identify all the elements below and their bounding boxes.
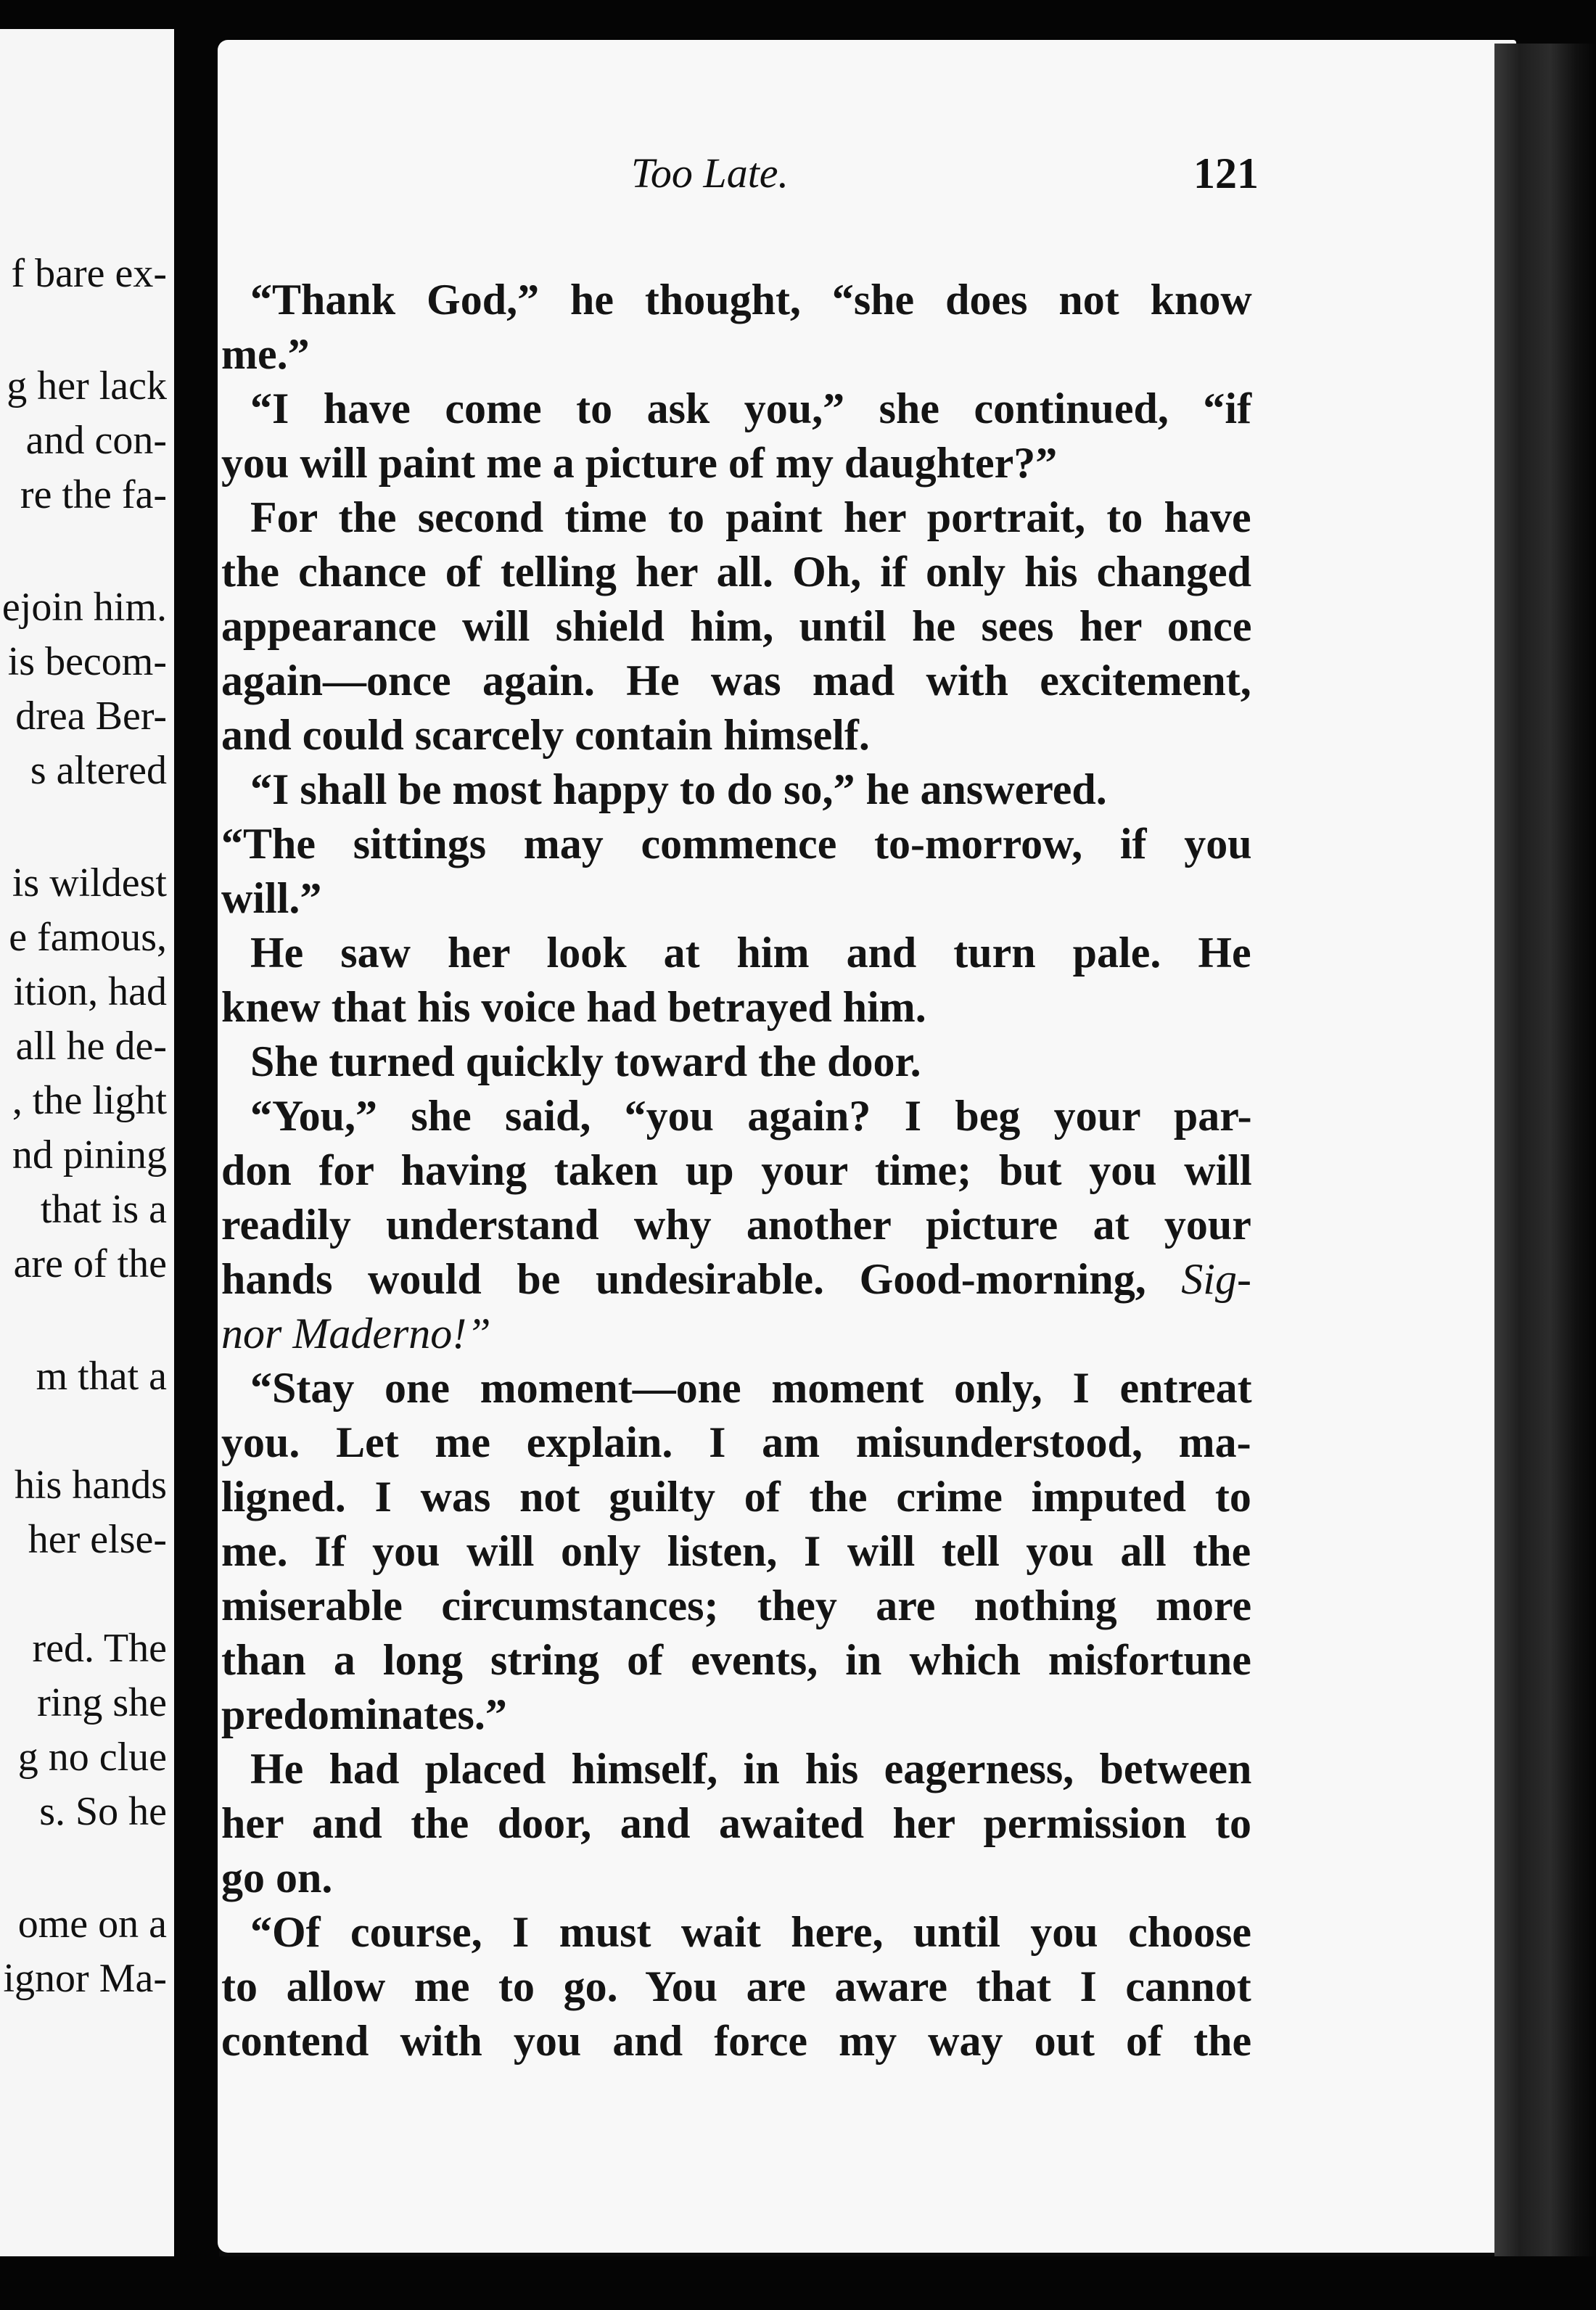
facing-page-line: re the fa-: [20, 472, 167, 517]
text-line: the chance of telling her all. Oh, if only his changed: [221, 548, 1251, 596]
facing-page-line: his hands: [15, 1463, 167, 1508]
text-line: will.”: [221, 874, 322, 922]
facing-page-line: g her lack: [7, 363, 167, 408]
italic-fragment: Sig-: [1181, 1255, 1251, 1303]
text-line: and could scarcely contain himself.: [221, 711, 870, 759]
text-line: [221, 1251, 1251, 1307]
facing-page-line: all he de-: [15, 1024, 167, 1069]
text-line: don for having taken up your time; but you will: [221, 1146, 1252, 1194]
text-line: you. Let me explain. I am misunderstood, ma-: [221, 1418, 1251, 1466]
text-line: again—once again. He was mad with excitement,: [221, 657, 1251, 704]
facing-page-line: s. So he: [39, 1789, 167, 1834]
facing-page-line: s altered: [30, 748, 167, 793]
text-line: her and the door, and awaited her permission to: [221, 1799, 1252, 1847]
text-line: go on.: [221, 1854, 333, 1902]
facing-page-fragment: [0, 29, 174, 2278]
facing-page-line: that is a: [40, 1187, 167, 1232]
text-line: than a long string of events, in which misfortune: [221, 1636, 1251, 1684]
text-line: “Stay one moment—one moment only, I entreat: [250, 1364, 1252, 1412]
text-line: “You,” she said, “you again? I beg your par-: [250, 1092, 1252, 1140]
text-line: “I have come to ask you,” she continued, “if: [250, 385, 1252, 432]
text-line: nor Maderno!”: [221, 1310, 491, 1357]
book-gutter: [174, 0, 219, 2310]
facing-page-line: ring she: [37, 1680, 167, 1725]
facing-page-line: e famous,: [9, 915, 167, 960]
facing-page-line: is wildest: [12, 860, 167, 905]
facing-page-line: is becom-: [7, 639, 167, 684]
facing-page-line: ome on a: [17, 1902, 167, 1947]
page-fore-edge: [1494, 44, 1596, 2278]
facing-page-line: drea Ber-: [15, 694, 167, 739]
text-line: readily understand why another picture at your: [221, 1201, 1251, 1249]
text-line-main: hands would be undesirable. Good-morning,: [221, 1255, 1182, 1303]
facing-page-line: her else-: [28, 1517, 167, 1562]
text-line: contend with you and force my way out of the: [221, 2017, 1252, 2065]
text-line: “Thank God,” he thought, “she does not know: [250, 276, 1252, 324]
running-title: Too Late.: [631, 149, 789, 197]
facing-page-line: ejoin him.: [1, 585, 167, 630]
text-line: appearance will shield him, until he sees her once: [221, 602, 1252, 650]
page-number: 121: [1193, 149, 1259, 197]
facing-page-line: , the light: [12, 1078, 167, 1123]
text-line: predominates.”: [221, 1690, 507, 1738]
text-line: For the second time to paint her portrait, to have: [250, 493, 1251, 541]
facing-page-line: red. The: [32, 1626, 167, 1671]
text-line: “The sittings may commence to-morrow, if you: [221, 820, 1252, 868]
facing-page-line: are of the: [13, 1241, 167, 1286]
text-line: me.”: [221, 330, 310, 378]
scan-bottom-border: [0, 2256, 1596, 2310]
text-line: miserable circumstances; they are nothing more: [221, 1582, 1252, 1629]
text-line: ligned. I was not guilty of the crime imputed to: [221, 1473, 1251, 1521]
text-line: “Of course, I must wait here, until you choose: [250, 1908, 1252, 1956]
text-line: “I shall be most happy to do so,” he answered.: [250, 765, 1107, 813]
facing-page-line: nd pining: [12, 1133, 167, 1177]
text-line: you will paint me a picture of my daughter?”: [221, 439, 1058, 487]
text-line: He had placed himself, in his eagerness, between: [250, 1745, 1252, 1793]
text-line: me. If you will only listen, I will tell you all the: [221, 1527, 1251, 1575]
book-page: [218, 40, 1516, 2253]
facing-page-line: f bare ex-: [11, 251, 167, 296]
page-body-text: [218, 40, 1516, 2253]
text-line: to allow me to go. You are aware that I cannot: [221, 1962, 1251, 2010]
text-line: He saw her look at him and turn pale. He: [250, 929, 1251, 977]
facing-page-line: m that a: [36, 1354, 167, 1399]
text-line: knew that his voice had betrayed him.: [221, 983, 926, 1031]
text-line: She turned quickly toward the door.: [250, 1037, 921, 1085]
facing-page-line: and con-: [25, 418, 167, 463]
facing-page-line: ignor Ma-: [3, 1956, 167, 2001]
facing-page-line: ition, had: [13, 969, 167, 1014]
facing-page-line: g no clue: [17, 1735, 167, 1780]
